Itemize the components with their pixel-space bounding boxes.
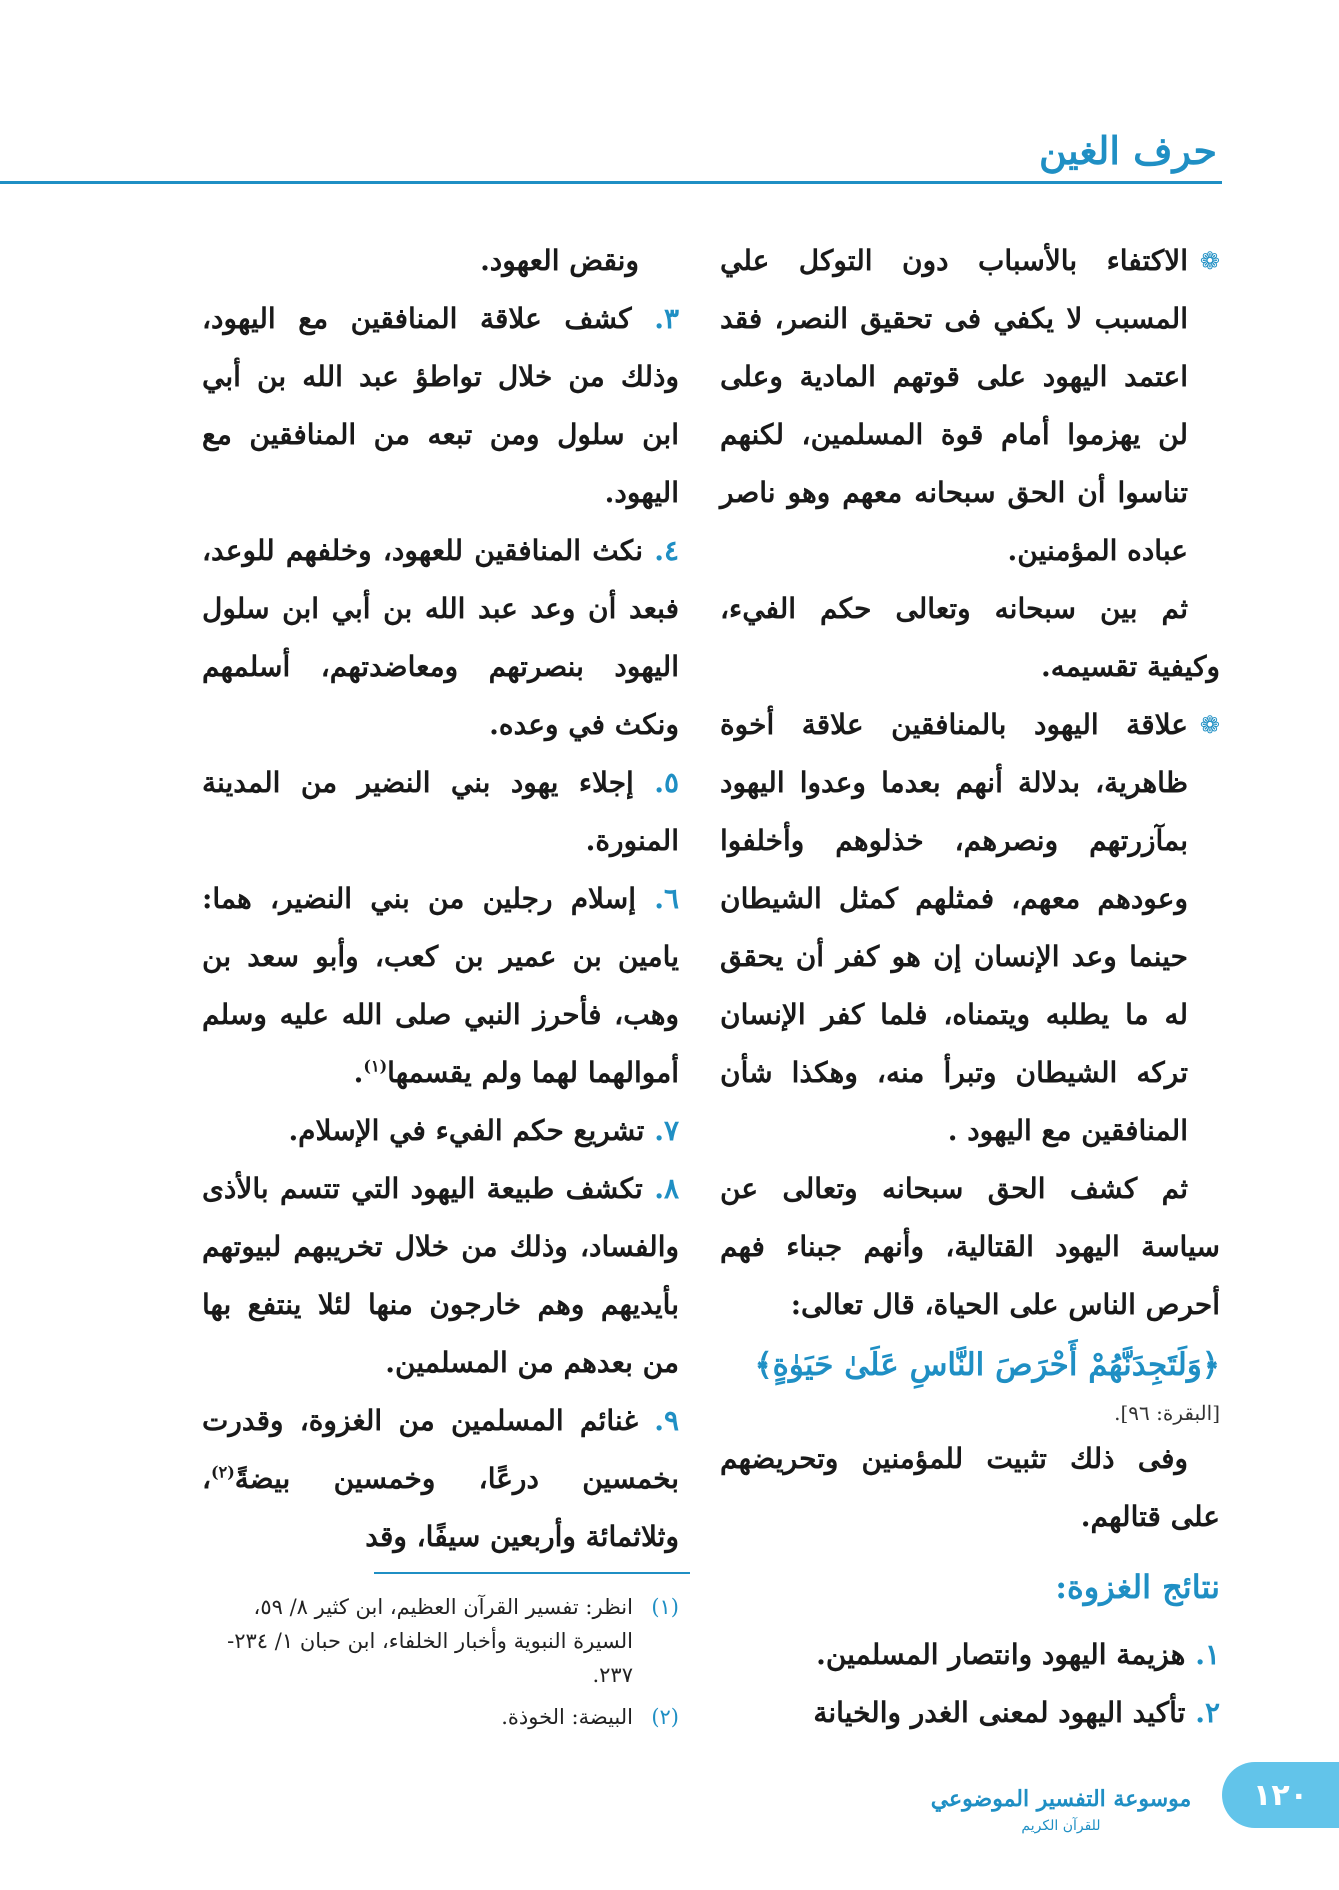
footnote-marker[interactable]: (٢) (211, 1462, 235, 1482)
bullet-item (720, 696, 1220, 1160)
paragraph: ثم بين سبحانه وتعالى حكم الفيء، وكيفية تقسيمه. (720, 592, 1220, 683)
list-number: ٢. (1195, 1696, 1220, 1729)
list-item (202, 1160, 679, 1392)
paragraph: ثم كشف الحق سبحانه وتعالى عن سياسة اليهود القتالية، وأنهم جبناء فهم أحرص الناس على الحياة، قال تعالى: (720, 1172, 1220, 1321)
list-text: كشف علاقة المنافقين مع اليهود، وذلك من خلال تواطؤ عبد الله بن أبي ابن سلول ومن تبعه من المنافقين مع اليهود. (202, 302, 679, 509)
list-item (202, 754, 679, 870)
list-number: ١. (1195, 1638, 1220, 1671)
list-number: ٦. (654, 882, 680, 915)
list-text: غنائم المسلمين من الغزوة، وقدرت بخمسين درعًا، وخمسين بيضةً (202, 1404, 679, 1495)
list-item (720, 1626, 1220, 1684)
list-number: ٧. (654, 1114, 679, 1147)
list-text: تأكيد اليهود لمعنى الغدر والخيانة (813, 1696, 1186, 1729)
footnote-number: (١) (651, 1595, 679, 1619)
list-text: تشريع حكم الفيء في الإسلام. (288, 1114, 645, 1147)
list-number: ٥. (654, 766, 679, 799)
continuation-text: ونقض العهود. (480, 244, 639, 277)
list-text: نكث المنافقين للعهود، وخلفهم للوعد، فبعد أن وعد عبد الله بن أبي ابن سلول اليهود بنصرتهم ومعاضدتهم، أسلمهم ونكث في وعده. (202, 534, 679, 741)
header-divider (0, 181, 1222, 184)
footnote-text: البيضة: الخوذة. (501, 1705, 633, 1729)
encyclopedia-logo (930, 1768, 1192, 1840)
paragraph: وفى ذلك تثبيت للمؤمنين وتحريضهم على قتالهم. (720, 1442, 1220, 1533)
list-item (202, 1392, 679, 1566)
footnote-marker[interactable]: (١) (363, 1056, 388, 1076)
list-text: إسلام رجلين من بني النضير، هما: يامين بن عمير بن كعب، وأبو سعد بن وهب، فأحرز النبي صلى الله عليه وسلم أموالهما لهما ولم يقسمها (202, 882, 679, 1089)
list-text: إجلاء يهود بني النضير من المدينة المنورة. (202, 766, 679, 857)
right-column (720, 232, 1220, 1742)
section-title: نتائج الغزوة: (1055, 1568, 1220, 1606)
quran-verse: ﴿وَلَتَجِدَنَّهُمْ أَحْرَصَ النَّاسِ عَلَىٰ حَيَوٰةٍ﴾ (754, 1347, 1220, 1383)
footnote (199, 1590, 679, 1692)
logo-subtitle: للقرآن الكريم (1021, 1818, 1101, 1834)
list-number: ٩. (654, 1404, 679, 1437)
bullet-text: الاكتفاء بالأسباب دون التوكل علي المسبب لا يكفي فى تحقيق النصر، فقد اعتمد اليهود على قوتهم المادية وعلى لن يهزموا أمام قوة المسلمين، لكنهم تناسوا أن الحق سبحانه معهم وهو ناصر عباده المؤمنين. (720, 244, 1188, 567)
list-item (202, 522, 679, 754)
footnote-text: انظر: تفسير القرآن العظيم، ابن كثير ٨/ ٥٩، السيرة النبوية وأخبار الخلفاء، ابن حبان ١/ ٢٣٤- ٢٣٧. (227, 1595, 633, 1687)
logo-title: موسوعة التفسير الموضوعي (930, 1786, 1192, 1812)
list-text: هزيمة اليهود وانتصار المسلمين. (816, 1638, 1186, 1671)
section-header-title: حرف الغين (1039, 128, 1217, 173)
footnote (199, 1700, 679, 1734)
footnotes (199, 1590, 679, 1742)
list-item (202, 870, 679, 1102)
list-text-tail: ، وثلاثمائة وأربعين سيفًا، وقد (202, 1462, 679, 1553)
list-item (720, 1684, 1220, 1742)
list-item (202, 1102, 679, 1160)
footnote-divider (374, 1572, 690, 1574)
list-item (202, 290, 679, 522)
bullet-text: علاقة اليهود بالمنافقين علاقة أخوة ظاهرية، بدلالة أنهم بعدما وعدوا اليهود بمآزرتهم ونصرهم، خذلوهم وأخلفوا وعودهم معهم، فمثلهم كمثل الشيطان حينما وعد الإنسان إن هو كفر أن يحقق له ما يطلبه ويتمناه، فلما كفر الإنسان تركه الشيطان وتبرأ منه، وهكذا شأن المنافقين مع اليهود . (720, 708, 1188, 1147)
list-text: تكشف طبيعة اليهود التي تتسم بالأذى والفساد، وذلك من خلال تخريبهم لبيوتهم بأيديهم وهم خارجون منها لئلا ينتفع بها من بعدهم من المسلمين. (202, 1172, 679, 1379)
quran-reference: [البقرة: ٩٦]. (1114, 1401, 1220, 1425)
list-number: ٨. (654, 1172, 679, 1205)
flower-bullet-icon: ❁ (1199, 711, 1220, 739)
flower-bullet-icon: ❁ (1199, 247, 1220, 275)
bullet-item (720, 232, 1220, 580)
list-text-tail: . (353, 1056, 364, 1089)
page-number: ١٢٠ (1222, 1762, 1339, 1828)
list-number: ٣. (654, 302, 679, 335)
list-number: ٤. (654, 534, 680, 567)
footnote-number: (٢) (651, 1705, 679, 1729)
left-column (202, 232, 679, 1566)
